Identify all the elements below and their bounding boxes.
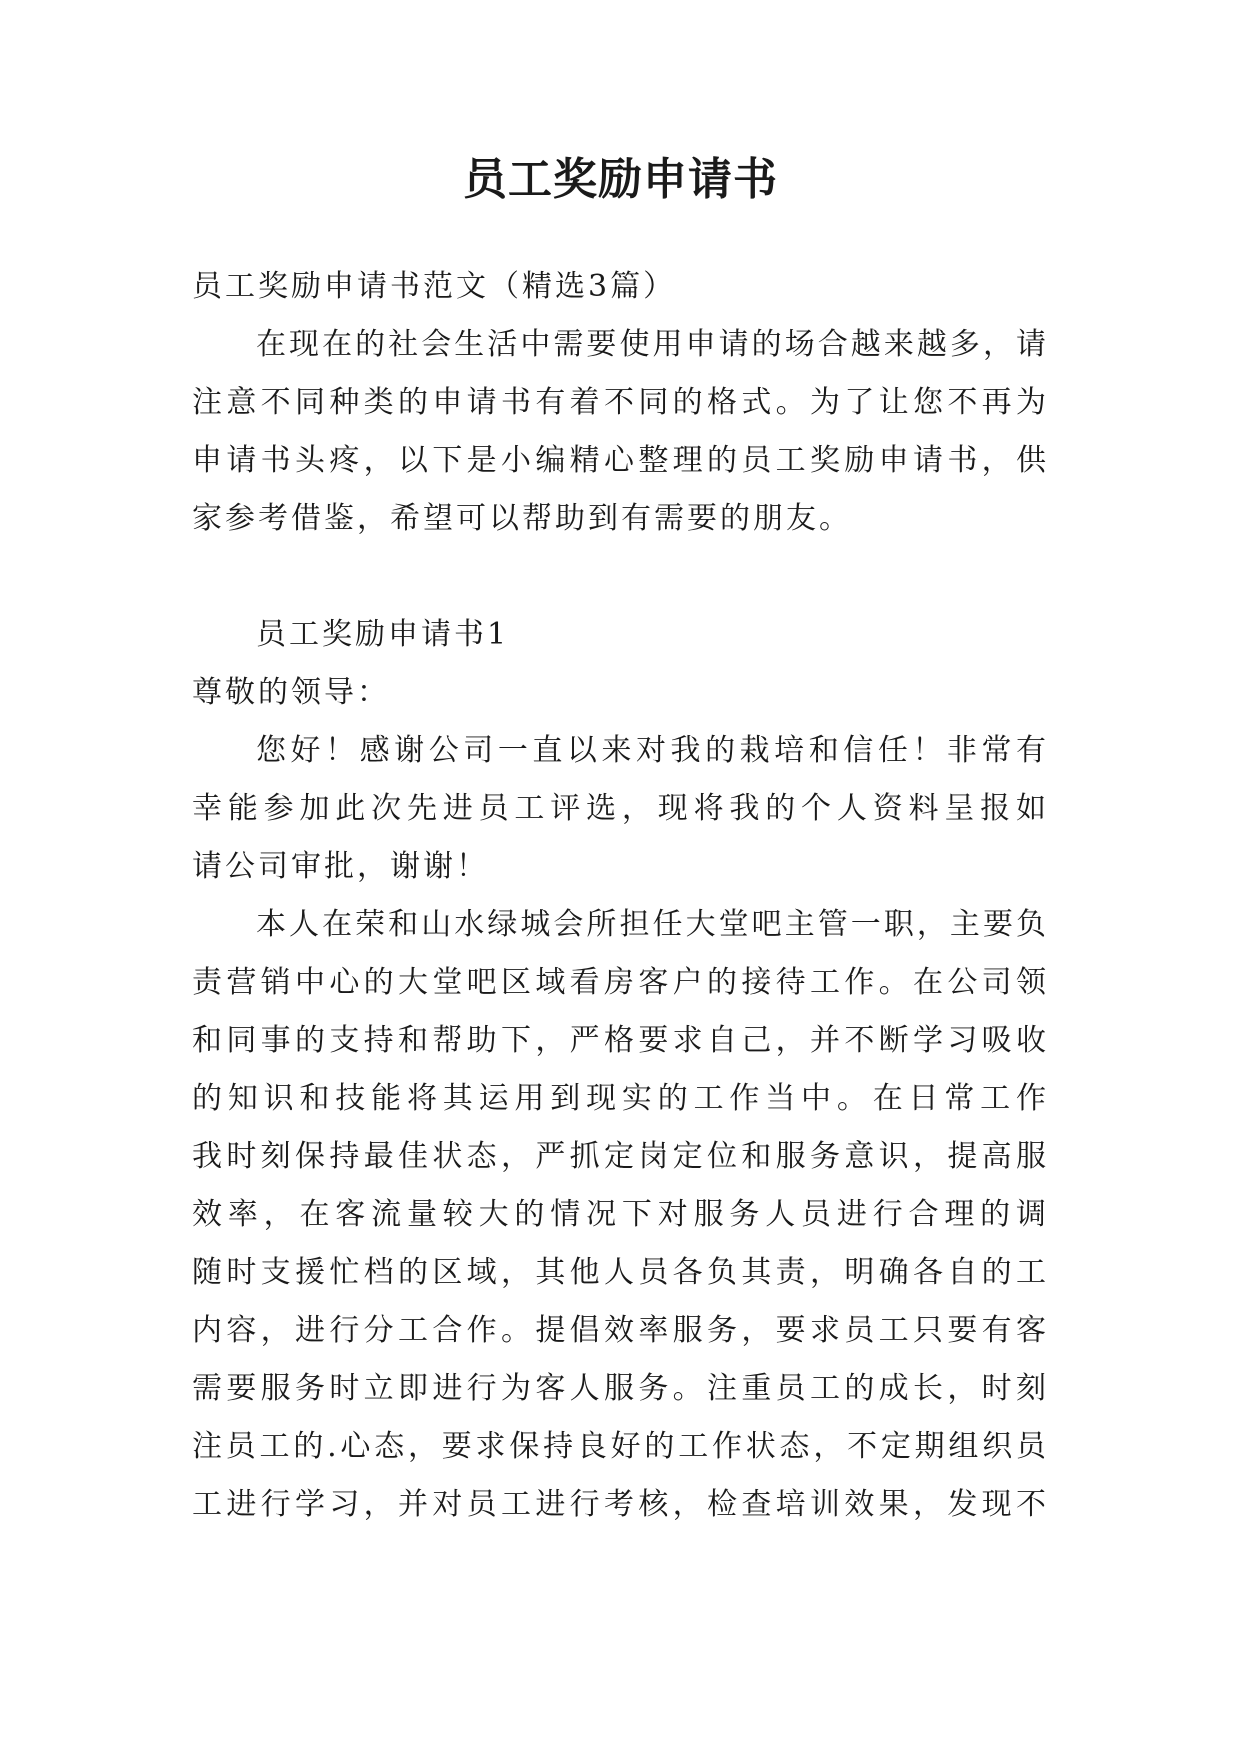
salutation: 尊敬的领导： (192, 675, 390, 710)
paragraph-line: 的知识和技能将其运用到现实的工作当中。在日常工作 (192, 1081, 1049, 1116)
document-body (192, 258, 1049, 1534)
paragraph-gap (192, 548, 1049, 606)
paragraph-line: 需要服务时立即进行为客人服务。注重员工的成长，时刻 (192, 1371, 1049, 1406)
paragraph-line: 本人在荣和山水绿城会所担任大堂吧主管一职，主要负 (256, 907, 1049, 942)
intro-line: 在现在的社会生活中需要使用申请的场合越来越多，请 (256, 327, 1049, 362)
intro-line: 家参考借鉴，希望可以帮助到有需要的朋友。 (192, 501, 852, 536)
paragraph-line: 效率，在客流量较大的情况下对服务人员进行合理的调 (192, 1197, 1049, 1232)
paragraph-line: 请公司审批，谢谢！ (192, 849, 489, 884)
intro-line: 申请书头疼，以下是小编精心整理的员工奖励申请书，供 (192, 443, 1049, 478)
paragraph-line: 随时支援忙档的区域，其他人员各负其责，明确各自的工 (192, 1255, 1049, 1290)
paragraph-line: 内容，进行分工合作。提倡效率服务，要求员工只要有客 (192, 1313, 1049, 1348)
document-subtitle: 员工奖励申请书范文（精选3篇） (192, 269, 677, 304)
paragraph-line: 您好！感谢公司一直以来对我的栽培和信任！非常有 (256, 733, 1049, 768)
paragraph-line: 责营销中心的大堂吧区域看房客户的接待工作。在公司领 (192, 965, 1049, 1000)
paragraph-line: 工进行学习，并对员工进行考核，检查培训效果，发现不 (192, 1487, 1049, 1522)
paragraph-line: 注员工的.心态，要求保持良好的工作状态，不定期组织员 (192, 1429, 1049, 1464)
paragraph-line: 我时刻保持最佳状态，严抓定岗定位和服务意识，提高服 (192, 1139, 1049, 1174)
paragraph-line: 幸能参加此次先进员工评选，现将我的个人资料呈报如 (192, 791, 1049, 826)
paragraph-line: 和同事的支持和帮助下，严格要求自己，并不断学习吸收 (192, 1023, 1049, 1058)
section-heading: 员工奖励申请书1 (256, 617, 510, 652)
document-title: 员工奖励申请书 (463, 154, 778, 205)
intro-line: 注意不同种类的申请书有着不同的格式。为了让您不再为 (192, 385, 1049, 420)
